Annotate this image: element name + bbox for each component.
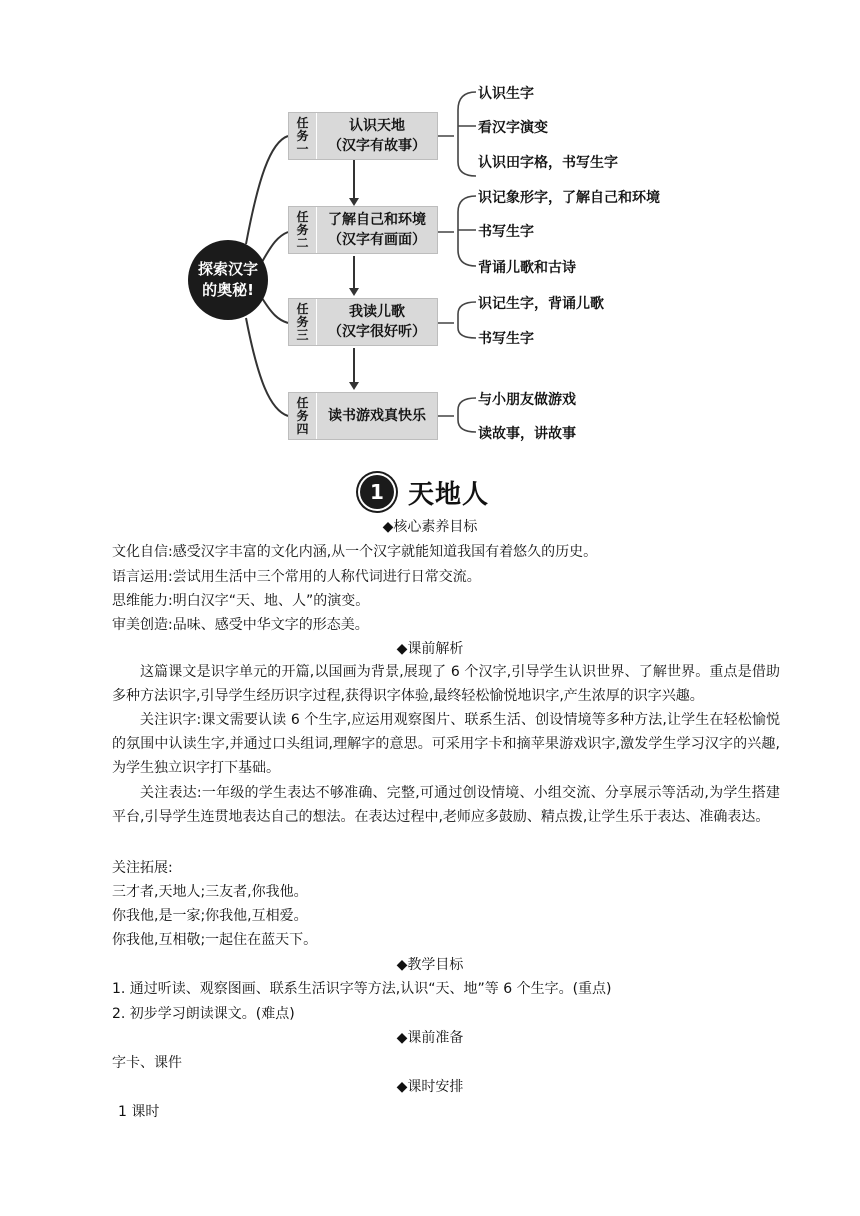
- task-subtitle-line: （汉字很好听）: [328, 324, 426, 340]
- tag-char: 务: [296, 128, 309, 143]
- lesson-title: 天地人: [408, 479, 490, 510]
- tag-char: 务: [296, 222, 309, 237]
- leaf-1-1: 认识生字: [478, 86, 534, 102]
- extension-heading: 关注拓展:: [112, 860, 173, 876]
- leaf-1-3: 认识田字格，书写生字: [478, 155, 618, 171]
- lesson-heading: [360, 472, 489, 512]
- task-subtitle-line: （汉字有画面）: [328, 232, 426, 248]
- core-line: 语言运用:尝试用生活中三个常用的人称代词进行日常交流。: [112, 569, 481, 585]
- prep-text: 字卡、课件: [112, 1055, 182, 1071]
- task-title-2: [317, 207, 437, 253]
- leaf-4-2: 读故事，讲故事: [478, 426, 576, 442]
- leaf-2-2: 书写生字: [478, 224, 534, 240]
- task-title-3: [317, 299, 437, 345]
- leaf-3-2: 书写生字: [478, 331, 534, 347]
- lesson-number-badge: 1: [360, 475, 394, 509]
- core-line: 思维能力:明白汉字“天、地、人”的演变。: [112, 593, 370, 609]
- analysis-paragraph: 这篇课文是识字单元的开篇,以国画为背景,展现了 6 个汉字,引导学生认识世界、了解世界。重点是借助多种方法识字,引导学生经历识字过程,获得识字体验,最终轻松愉悦地识字,产生浓厚的识字兴趣。: [112, 664, 780, 704]
- leaf-2-3: 背诵儿歌和古诗: [478, 260, 576, 276]
- task-tag-2: [289, 207, 317, 253]
- tag-char: 三: [296, 327, 309, 342]
- leaf-3-1: 识记生字，背诵儿歌: [478, 296, 604, 312]
- tag-char: 任: [296, 209, 309, 224]
- tag-char: 任: [296, 395, 309, 410]
- task-box-2: [288, 206, 438, 254]
- section-heading-analysis: ◆课前解析: [396, 641, 464, 657]
- task-title-4: [317, 393, 437, 439]
- leaf-4-1: 与小朋友做游戏: [478, 392, 576, 408]
- leaf-1-2: 看汉字演变: [478, 120, 548, 136]
- task-box-4: [288, 392, 438, 440]
- section-heading-schedule: ◆课时安排: [396, 1079, 464, 1095]
- extension-line: 你我他,是一家;你我他,互相爱。: [112, 908, 308, 924]
- task-tag-4: [289, 393, 317, 439]
- task-box-1: [288, 112, 438, 160]
- task-title-line: 我读儿歌: [349, 304, 405, 320]
- leaf-2-1: 识记象形字，了解自己和环境: [478, 190, 660, 206]
- section-heading-core: ◆核心素养目标: [382, 519, 478, 535]
- hub-line-2: 的奥秘!: [202, 281, 254, 299]
- goal-line: 1. 通过听读、观察图画、联系生活识字等方法,认识“天、地”等 6 个生字。(重点): [112, 981, 612, 997]
- tag-char: 任: [296, 301, 309, 316]
- tag-char: 任: [296, 115, 309, 130]
- tag-char: 务: [296, 314, 309, 329]
- tag-char: 四: [296, 421, 309, 436]
- analysis-paragraph: 关注表达:一年级的学生表达不够准确、完整,可通过创设情境、小组交流、分享展示等活动,为学生搭建平台,引导学生连贯地表达自己的想法。在表达过程中,老师应多鼓励、精点拨,让学生乐于表达、准确表达。: [112, 785, 780, 825]
- extension-line: 你我他,互相敬;一起住在蓝天下。: [112, 932, 318, 948]
- task-title-1: [317, 113, 437, 159]
- hub-line-1: 探索汉字: [197, 260, 258, 278]
- task-title-line: 读书游戏真快乐: [328, 408, 426, 424]
- extension-line: 三才者,天地人;三友者,你我他。: [112, 884, 308, 900]
- goal-line: 2. 初步学习朗读课文。(难点): [112, 1006, 295, 1022]
- mindmap-hub: [188, 240, 268, 320]
- task-title-line: 认识天地: [349, 118, 405, 134]
- core-line: 文化自信:感受汉字丰富的文化内涵,从一个汉字就能知道我国有着悠久的历史。: [112, 544, 598, 560]
- task-box-3: [288, 298, 438, 346]
- core-line: 审美创造:品味、感受中华文字的形态美。: [112, 617, 369, 633]
- analysis-paragraph: 关注识字:课文需要认读 6 个生字,应运用观察图片、联系生活、创设情境等多种方法,让学生在轻松愉悦的氛围中认读生字,并通过口头组词,理解字的意思。可采用字卡和摘苹果游戏识字,激发学生学习汉字的兴趣,为学生独立识字打下基础。: [112, 712, 780, 776]
- tag-char: 一: [296, 141, 309, 156]
- task-title-line: 了解自己和环境: [328, 212, 426, 228]
- tag-char: 务: [296, 408, 309, 423]
- section-heading-goals: ◆教学目标: [396, 957, 464, 973]
- schedule-text: 1 课时: [118, 1104, 160, 1120]
- section-heading-prep: ◆课前准备: [396, 1030, 464, 1046]
- task-tag-3: [289, 299, 317, 345]
- task-subtitle-line: （汉字有故事）: [328, 138, 426, 154]
- tag-char: 二: [296, 235, 309, 250]
- task-tag-1: [289, 113, 317, 159]
